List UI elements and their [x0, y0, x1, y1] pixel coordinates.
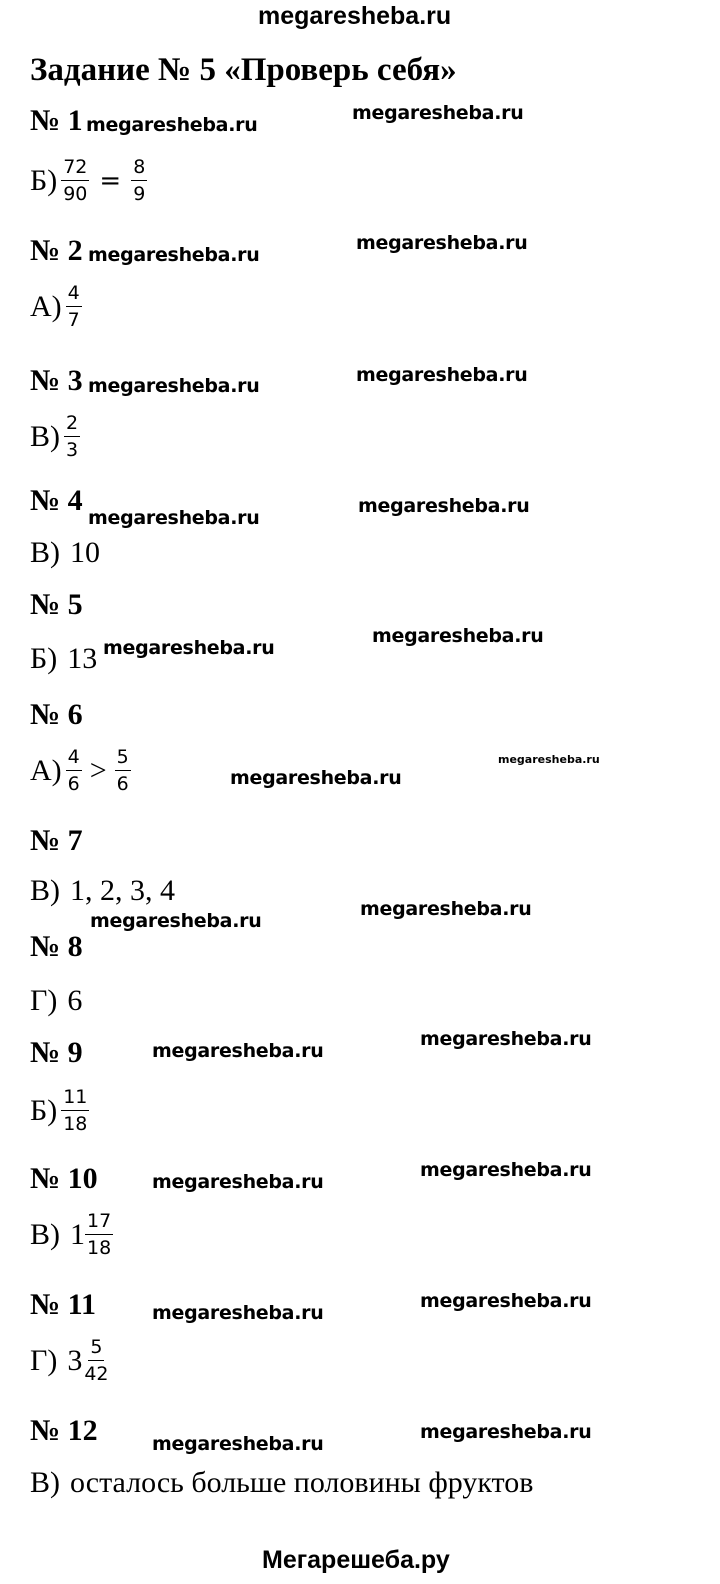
- answer-label: А): [30, 290, 62, 323]
- fraction: $\frac{72}{90}$: [63, 156, 88, 205]
- watermark: megaresheba.ru: [420, 1421, 592, 1443]
- header-watermark: megaresheba.ru: [258, 2, 452, 30]
- answer-11: [30, 1338, 113, 1384]
- watermark: megaresheba.ru: [420, 1159, 592, 1181]
- answer-4: [30, 536, 100, 570]
- answer-10: [30, 1212, 115, 1258]
- watermark: megaresheba.ru: [86, 114, 258, 136]
- answer-label: Г): [30, 1344, 58, 1377]
- answer-label: Б): [30, 1094, 58, 1127]
- answer-2: [30, 284, 84, 330]
- task-number-3: № 3: [30, 364, 83, 397]
- task-number-2: № 2: [30, 234, 83, 267]
- answer-value: 13: [67, 642, 98, 675]
- answer-value: 1, 2, 3, 4: [70, 874, 175, 907]
- watermark: megaresheba.ru: [372, 625, 544, 647]
- fraction: $\frac{17}{18}$: [87, 1210, 112, 1259]
- watermark: megaresheba.ru: [230, 767, 402, 789]
- answer-label: Б): [30, 164, 58, 197]
- watermark: megaresheba.ru: [358, 495, 530, 517]
- equals-sign: =: [99, 166, 122, 196]
- watermark: megaresheba.ru: [420, 1290, 592, 1312]
- watermark: megaresheba.ru: [88, 375, 260, 397]
- task-number-6: № 6: [30, 698, 83, 731]
- answer-label: В): [30, 420, 60, 453]
- answer-3: [30, 414, 82, 460]
- fraction: $\frac{4}{7}$: [67, 282, 80, 331]
- task-number-10: № 10: [30, 1162, 98, 1195]
- greater-than-sign: >: [89, 754, 107, 787]
- answer-label: Б): [30, 642, 58, 675]
- page-title: Задание № 5 «Проверь себя»: [30, 52, 457, 88]
- answer-label: В): [30, 1466, 60, 1499]
- fraction: $\frac{5}{42}$: [84, 1336, 109, 1385]
- answer-8: [30, 984, 82, 1018]
- answer-6: [30, 748, 133, 794]
- answer-value: 10: [70, 536, 100, 569]
- whole-part: 3: [67, 1344, 83, 1377]
- watermark: megaresheba.ru: [420, 1028, 592, 1050]
- footer-watermark: Мегарешеба.ру: [262, 1546, 450, 1574]
- answer-5: [30, 642, 97, 676]
- whole-part: 1: [70, 1218, 85, 1251]
- watermark: megaresheba.ru: [152, 1040, 324, 1062]
- answer-7: [30, 874, 175, 908]
- watermark: megaresheba.ru: [152, 1433, 324, 1455]
- answer-12: [30, 1466, 533, 1500]
- task-number-7: № 7: [30, 824, 83, 857]
- watermark: megaresheba.ru: [498, 753, 600, 766]
- watermark: megaresheba.ru: [103, 637, 275, 659]
- answer-label: В): [30, 1218, 60, 1251]
- task-number-8: № 8: [30, 930, 83, 963]
- answer-label: А): [30, 754, 62, 787]
- fraction: $\frac{5}{6}$: [116, 746, 129, 795]
- watermark: megaresheba.ru: [152, 1302, 324, 1324]
- answer-value: осталось больше половины фруктов: [70, 1466, 534, 1499]
- answer-value: 6: [67, 984, 83, 1017]
- task-number-12: № 12: [30, 1414, 98, 1447]
- task-number-9: № 9: [30, 1036, 83, 1069]
- watermark: megaresheba.ru: [356, 364, 528, 386]
- answer-9: [30, 1088, 91, 1134]
- task-number-11: № 11: [30, 1288, 96, 1321]
- fraction: $\frac{2}{3}$: [66, 412, 79, 461]
- answer-1: [30, 158, 149, 204]
- watermark: megaresheba.ru: [356, 232, 528, 254]
- answer-label: Г): [30, 984, 58, 1017]
- fraction: $\frac{11}{18}$: [63, 1086, 88, 1135]
- watermark: megaresheba.ru: [360, 898, 532, 920]
- watermark: megaresheba.ru: [352, 102, 524, 124]
- answer-label: В): [30, 874, 60, 907]
- watermark: megaresheba.ru: [88, 507, 260, 529]
- watermark: megaresheba.ru: [152, 1171, 324, 1193]
- answer-label: В): [30, 536, 60, 569]
- task-number-4: № 4: [30, 484, 83, 517]
- watermark: megaresheba.ru: [88, 244, 260, 266]
- fraction: $\frac{8}{9}$: [133, 156, 146, 205]
- task-number-1: № 1: [30, 104, 83, 137]
- watermark: megaresheba.ru: [90, 910, 262, 932]
- fraction: $\frac{4}{6}$: [67, 746, 80, 795]
- task-number-5: № 5: [30, 588, 83, 621]
